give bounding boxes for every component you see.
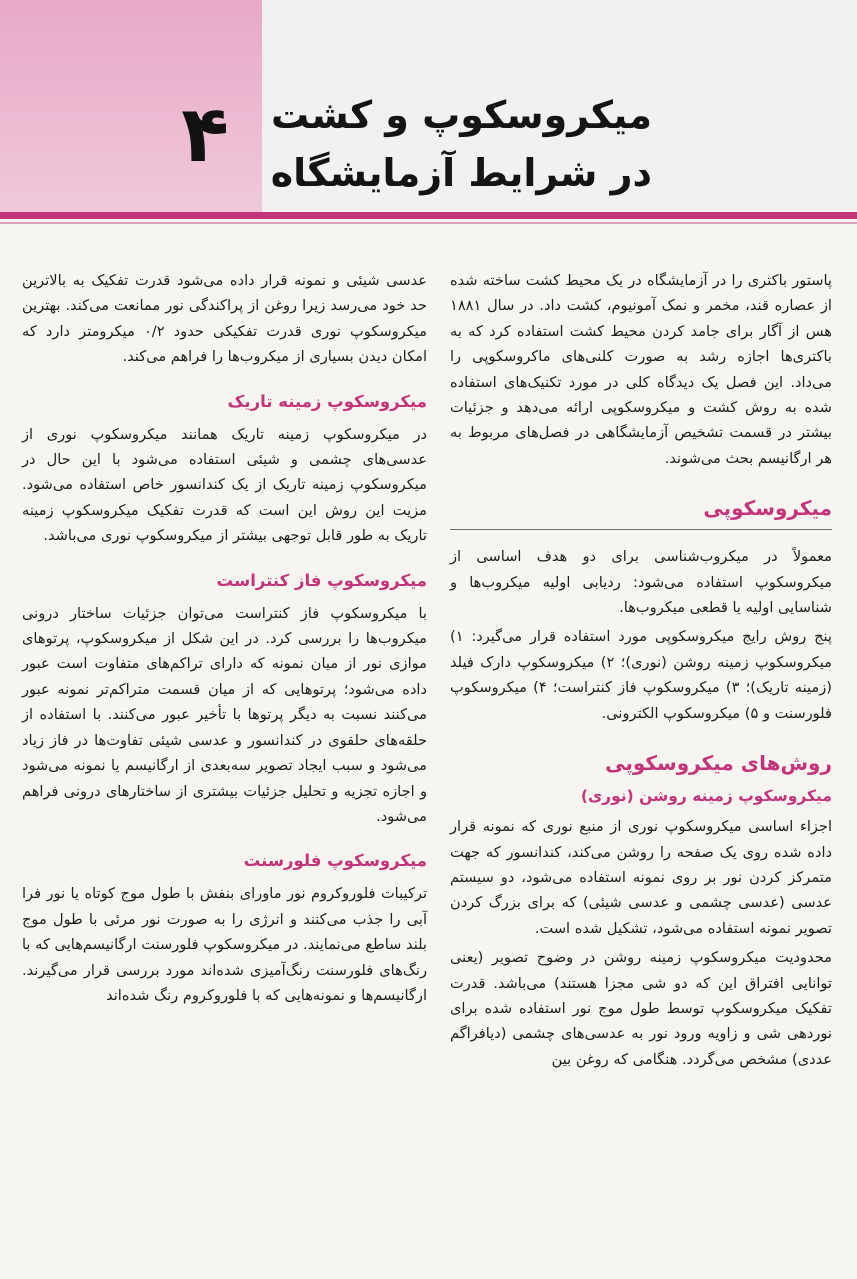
microscopy-paragraph-2: پنج روش رایج میکروسکوپی مورد استفاده قرار می‌گیرد: ۱) میکروسکوپ زمینه روشن (نوری)؛ ۲) میکروسکوپ دارک فیلد (زمینه تاریک)؛ ۳) میکروسکوپ فاز کنتراست؛ ۴) میکروسکوپ فلورسنت و ۵) میکروسکوپ الکترونی. bbox=[450, 628, 832, 722]
bright-field-heading: میکروسکوپ زمینه روشن (نوری) bbox=[580, 787, 832, 806]
chapter-header bbox=[0, 0, 857, 222]
phase-contrast-paragraph: با میکروسکوپ فاز کنتراست می‌توان جزئیات ساختار درونی میکروب‌ها را بررسی کرد. در این شکل از میکروسکوپ، پرتوهای موازی نور از میان نمونه که دارای تراکم‌های متفاوت است عبور داده می‌شود؛ پرتوهایی که از میان قسمت متراکم‌تر نمونه عبور می‌کنند نسبت به دیگر پرتوها با تأخیر عبور می‌کنند. با استفاده از حلقه‌های حلقوی در کندانسور و عدسی شیئی تفاوت‌ها در فاز زیاد می‌شود و سبب ایجاد تصویر سه‌بعدی از ارگانیسم یا نمونه می‌شود و اجازه تجزیه و تحلیل جزئیات بیشتری از ساختارهای درونی فراهم می‌شود. bbox=[22, 604, 427, 825]
bright-field-paragraph-1: اجزاء اساسی میکروسکوپ نوری از منبع نوری که نمونه قرار داده شده روی یک صفحه را روشن می‌کند، کندانسور که جهت متمرکز کردن نور بر روی نمونه استفاده می‌شود، دو سیستم عدسی (عدسی چشمی و عدسی شیئی) که برای بزرگ کردن تصویر نمونه استفاده می‌شود، تشکیل شده است. bbox=[450, 818, 832, 937]
header-divider-thin bbox=[0, 222, 857, 224]
header-divider bbox=[0, 212, 857, 219]
section-heading-microscopy: میکروسکوپی bbox=[703, 496, 832, 521]
phase-contrast-heading: میکروسکوپ فاز کنتراست bbox=[216, 570, 427, 590]
dark-field-paragraph: در میکروسکوپ زمینه تاریک همانند میکروسکوپ نوری از عدسی‌های چشمی و شیئی استفاده می‌شود با این حال در میکروسکوپ زمینه تاریک از یک کندانسور خاص استفاده می‌شود. مزیت این روش این است که قدرت تفکیک میکروسکوپ زمینه تاریک به طور قابل توجهی بیشتر از میکروسکوپ نوری می‌باشد. bbox=[22, 425, 427, 545]
section-divider bbox=[450, 529, 832, 530]
bright-field-paragraph-2: محدودیت میکروسکوپ زمینه روشن در وضوح تصویر (یعنی توانایی افتراق این که دو شی مجزا هستند) می‌باشد. قدرت تفکیک میکروسکوپ توسط طول موج نور استفاده شده برای نوردهی شی و زاویه ورود نور به عدسی‌های چشمی (دیافراگم عددی) مشخص می‌گردد. هنگامی که روغن بین bbox=[450, 949, 832, 1068]
chapter-title: میکروسکوپ و کشت در شرایط آزمایشگاه bbox=[270, 93, 652, 195]
microscopy-paragraph-1: معمولاً در میکروب‌شناسی برای دو هدف اساسی از میکروسکوپ استفاده می‌شود: ردیابی اولیه میکروب‌ها و شناسایی اولیه یا قطعی میکروب‌ها. bbox=[450, 548, 832, 617]
right-column bbox=[450, 268, 832, 1072]
dark-field-heading: میکروسکوپ زمینه تاریک bbox=[227, 391, 427, 411]
methods-heading: روش‌های میکروسکوپی bbox=[605, 751, 832, 776]
continuation-paragraph: عدسی شیئی و نمونه قرار داده می‌شود قدرت تفکیک به بالاترین حد خود می‌رسد زیرا روغن از پراکندگی نور ممانعت می‌کند. بهترین میکروسکوپ نوری قدرت تفکیکی حدود ۰/۲ میکرومتر دارد که امکان دیدن بسیاری از میکروب‌ها را فراهم می‌کند. bbox=[22, 272, 427, 366]
fluorescent-paragraph: ترکیبات فلوروکروم نور ماورای بنفش با طول موج کوتاه یا نور فرا آبی را جذب می‌کنند و انرژی را به صورت نور مرئی با طول موج بلند ساطع می‌نمایند. در میکروسکوپ فلورسنت ارگانیسم‌هایی که با رنگ‌های فلورسنت رنگ‌آمیزی شده‌اند مورد بررسی قرار می‌گیرند. ارگانیسم‌ها و نمونه‌هایی که با فلوروکروم رنگ شده‌اند bbox=[21, 885, 427, 1004]
left-column bbox=[22, 268, 427, 1008]
fluorescent-heading: میکروسکوپ فلورسنت bbox=[243, 851, 427, 871]
chapter-number: ۴ bbox=[181, 90, 229, 180]
intro-paragraph: پاستور باکتری را در آزمایشگاه در یک محیط کشت ساخته شده از عصاره قند، مخمر و نمک آمونیوم، کشت داد. در سال ۱۸۸۱ هس از آگار برای جامد کردن محیط کشت استفاده کرد که به باکتری‌ها اجازه رشد به صورت کلنی‌های ماکروسکوپی را می‌داد. این فصل یک دیدگاه کلی در مورد تکنیک‌های استفاده شده به روش کشت و میکروسکوپی ارائه می‌دهد و جزئیات بیشتر در قسمت تشخیص آزمایشگاهی در فصل‌های مربوط به هر ارگانیسم بحث می‌شوند. bbox=[450, 272, 832, 467]
